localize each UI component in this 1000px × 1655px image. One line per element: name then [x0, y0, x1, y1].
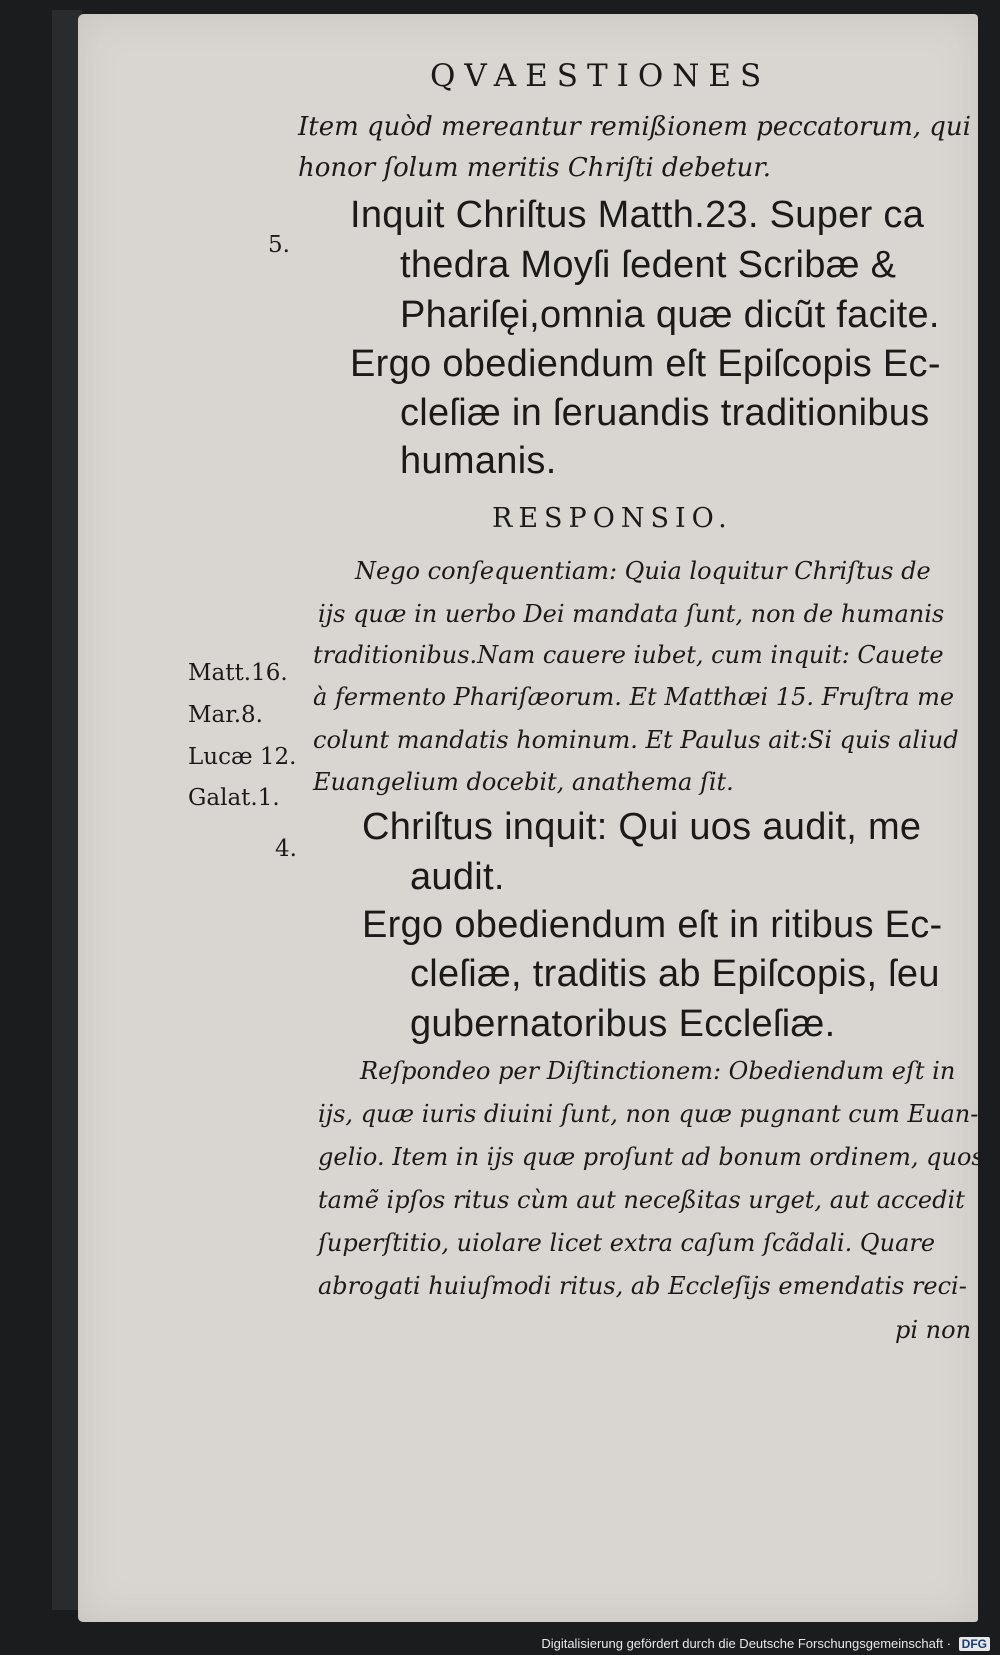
text-line: traditionibus.Nam cauere iubet, cum inquit: Cauete [313, 641, 944, 669]
text-line: Chriſtus inquit: Qui uos audit, me [362, 806, 922, 848]
text-line: ſuperſtitio, uiolare licet extra caſum ſcãdali. Quare [318, 1229, 936, 1257]
text-line: Ergo obediendum eſt Epiſcopis Ec- [350, 343, 941, 385]
margin-reference: Mar.8. [188, 702, 263, 728]
text-line: Inquit Chriſtus Matth.23. Super ca [350, 194, 925, 236]
text-line: Item quòd mereantur remißionem peccatorum, qui [298, 112, 971, 142]
text-line: gubernatoribus Eccleſiæ. [410, 1003, 836, 1045]
margin-reference: Galat.1. [188, 785, 280, 811]
footer-text: Digitalisierung gefördert durch die Deutsche Forschungsgemeinschaft · [541, 1636, 952, 1651]
text-line: audit. [410, 856, 505, 898]
text-line: colunt mandatis hominum. Et Paulus ait:Si quis aliud [313, 726, 959, 754]
text-line: Phariſęi,omnia quæ dicũt facite. [400, 294, 940, 336]
argument-number: 5. [268, 232, 290, 258]
text-line: Euangelium docebit, anathema ſit. [313, 768, 734, 796]
text-line: cleſiæ, traditis ab Epiſcopis, ſeu [410, 953, 940, 995]
digitization-footer [541, 1636, 990, 1651]
text-line: thedra Moyſi ſedent Scribæ & [400, 244, 897, 286]
text-line: Nego conſequentiam: Quia loquitur Chriſtus de [355, 557, 931, 585]
text-line: ijs quæ in uerbo Dei mandata ſunt, non de humanis [318, 600, 945, 628]
text-line: Ergo obediendum eſt in ritibus Ec- [362, 904, 943, 946]
catchword: pi non [895, 1316, 972, 1344]
margin-reference: Lucæ 12. [188, 744, 297, 770]
section-heading: RESPONSIO. [492, 503, 733, 534]
text-line: humanis. [400, 440, 557, 482]
argument-number: 4. [275, 836, 297, 862]
text-line: abrogati huiuſmodi ritus, ab Eccleſijs emendatis reci- [318, 1272, 967, 1300]
text-line: tamẽ ipſos ritus cùm aut neceßitas urget, aut accedit [318, 1186, 965, 1214]
text-line: gelio. Item in ijs quæ proſunt ad bonum ordinem, quos [318, 1143, 984, 1171]
text-line: cleſiæ in ſeruandis traditionibus [400, 392, 930, 434]
text-line: ijs, quæ iuris diuini ſunt, non quæ pugnant cum Euan- [318, 1100, 979, 1128]
text-line: à fermento Phariſæorum. Et Matthæi 15. Fruſtra me [313, 683, 955, 711]
text-line: honor ſolum meritis Chriſti debetur. [298, 153, 772, 183]
running-head: QVAESTIONES [430, 58, 771, 94]
margin-reference: Matt.16. [188, 660, 288, 686]
text-line: Reſpondeo per Diſtinctionem: Obediendum eſt in [360, 1057, 956, 1085]
dfg-logo-icon: DFG [959, 1637, 990, 1651]
